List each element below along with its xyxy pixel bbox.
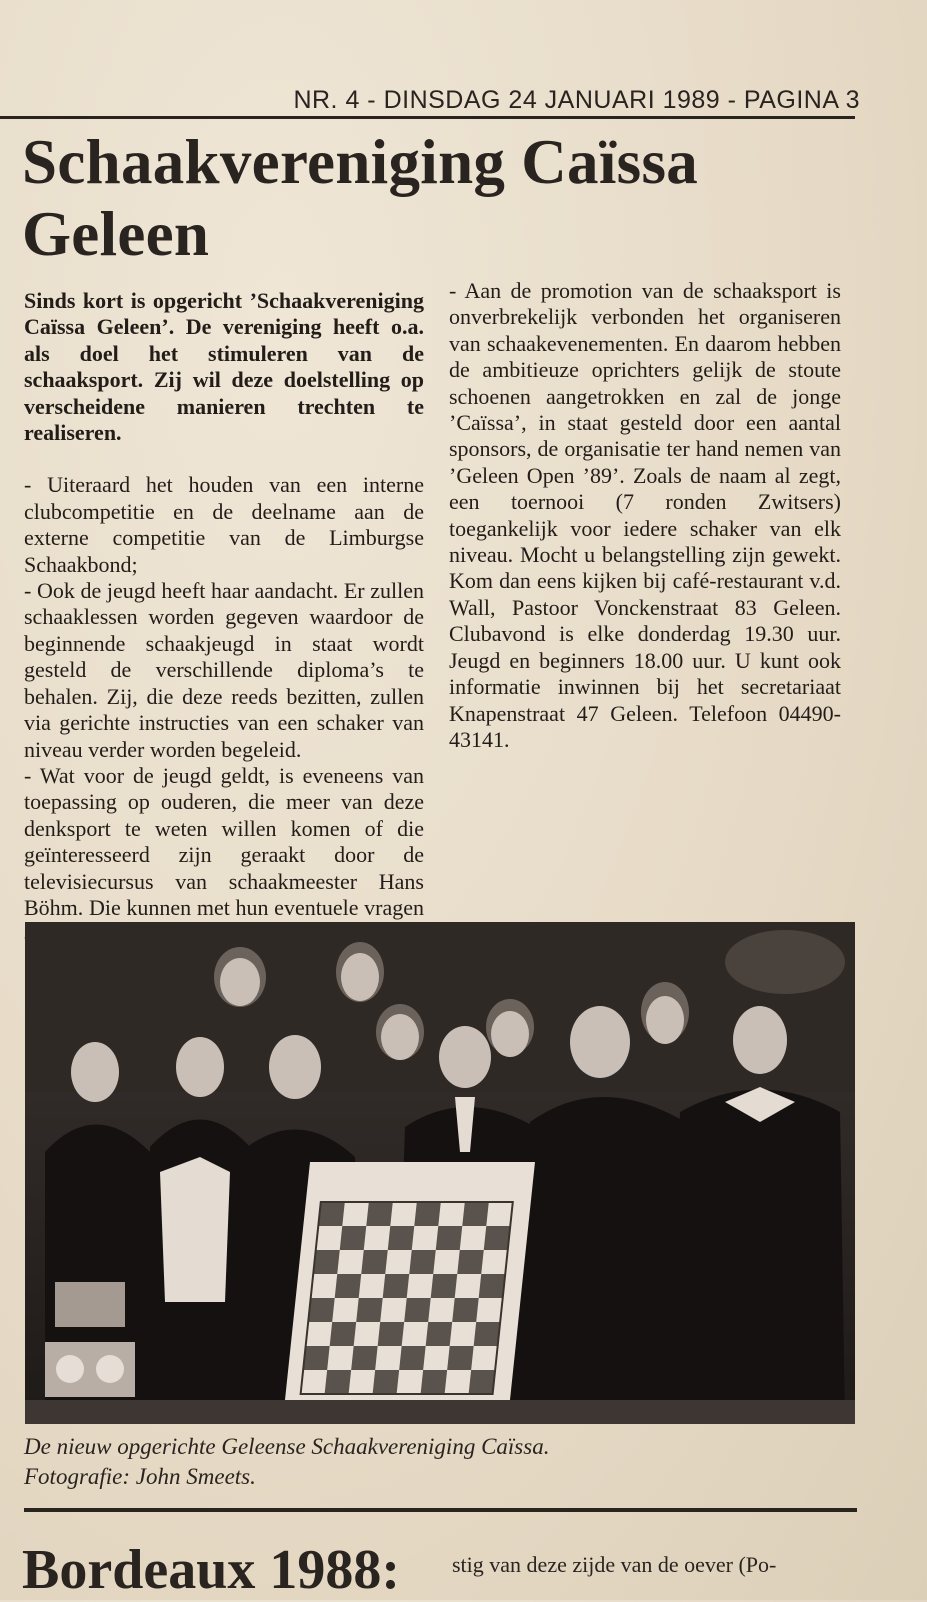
paragraph-gap [24,446,424,472]
caption-description: De nieuw opgerichte Geleense Schaakvereniging Caïssa. [24,1434,550,1459]
article-paragraph-youth: - Ook de jeugd heeft haar aandacht. Er zullen schaaklessen worden gegeven waardoor de beginnende schaakjeugd in staat wordt gesteld de verschillende diploma’s te behalen. Zij, die deze reeds bezitten, zullen via gerichte instructies van een schaker van niveau verder worden begeleid. [24,578,424,762]
article-paragraph-promotion: - Aan de promotion van de schaaksport is onverbrekelijk verbonden het organiseren van schaakevenementen. En daarom hebben de ambitieuze oprichters gelijk de stoute schoenen aangetrokken en zal de jonge ’Caïssa’, in staat gesteld door een aantal sponsors, de organisatie ter hand nemen van ’Geleen Open ’89’. Zoals de naam al zegt, een toernooi (7 ronden Zwitsers) toegankelijk voor iedere schaker van elk niveau. Mocht u belangstelling zijn gewekt. Kom dan eens kijken bij café-restaurant v.d. Wall, Pastoor Vonckenstraat 83 Geleen. Clubavond is elke donderdag 19.30 uur. Jeugd en beginners 18.00 uur. U kunt ook informatie inwinnen bij het secretariaat Knapenstraat 47 Geleen. Telefoon 04490-43141. [449,278,841,752]
section-rule [24,1508,857,1512]
masthead-rule [0,116,855,119]
article-headline: Schaakvereniging Caïssa Geleen [22,127,699,269]
article-column-left [24,288,424,948]
article-column-right [449,278,841,753]
next-article-headline: Bordeaux 1988: [22,1539,400,1601]
page-masthead: NR. 4 - DINSDAG 24 JANUARI 1989 - PAGINA 3 [293,86,860,114]
next-article-text: stig van deze zijde van de oever (Po- [452,1552,777,1577]
article-lead: Sinds kort is opgericht ’Schaakvereniging Caïssa Geleen’. De vereniging heeft o.a. als doel het stimuleren van de schaaksport. Zij wil deze doelstelling op verscheidene manieren trechten te realiseren. [24,288,424,446]
photo-caption [24,1432,844,1492]
article-paragraph-adults: - Wat voor de jeugd geldt, is eveneens van toepassing op ouderen, die meer van deze denksport te weten willen komen of die geïnteresseerd zijn geraakt door de televisiecursus van schaakmeester Hans Böhm. Die kunnen met hun eventuele vragen [24,762,424,920]
club-group-photo [25,922,855,1424]
group-photo-illustration [25,922,855,1424]
article-paragraph-competition: - Uiteraard het houden van een interne clubcompetitie en de deelname aan de externe competitie van de Limburgse Schaakbond; [24,472,424,577]
caption-photo-credit: Fotografie: John Smeets. [24,1464,256,1489]
